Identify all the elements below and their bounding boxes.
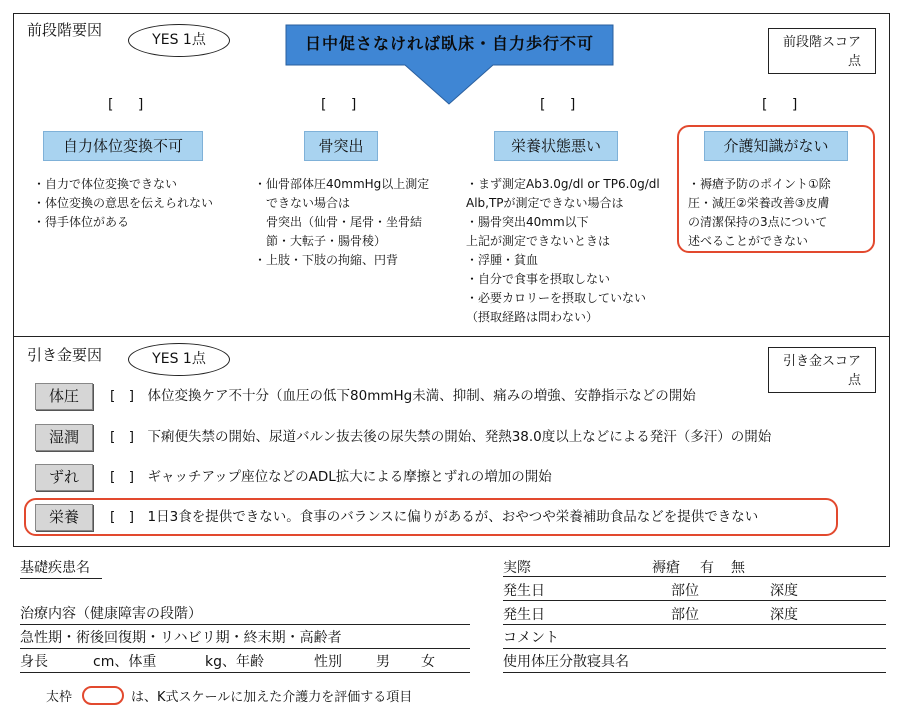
height-label: 身長 [20,654,48,670]
banner-text: 日中促さなければ臥床・自力歩行不可 [304,34,594,53]
onset-date-1-label: 発生日 [503,583,545,599]
desc-line: 節・大転子・腸骨稜） [254,234,387,248]
desc-poor-nutrition [466,175,660,327]
tag-pressure: 体圧 [35,383,93,410]
desc-line: できない場合は [254,196,351,210]
legend-red-frame-swatch [82,686,124,705]
trigger-score-unit: 点 [847,373,861,388]
trigger-moisture-text: [ ] 下痢便失禁の開始、尿道バルン抜去後の尿失禁の開始、発熱38.0度以上などによる発汗（多汗）の開始 [110,429,772,445]
desc-bone-prominence [254,175,429,270]
tag-moisture: 湿潤 [35,424,93,451]
desc-line: の清潔保持の3点について [688,215,828,229]
mattress-underline [503,672,886,673]
factor-poor-nutrition: 栄養状態悪い [494,131,618,161]
pre-score-box [768,28,876,74]
bracket-1[interactable]: [ ] [108,97,154,113]
desc-no-care-knowledge [688,175,831,251]
treatment-underline [20,624,470,625]
desc-line: （摂取経路は問わない） [466,310,599,324]
ulcer-yes-option[interactable]: 有 [700,560,714,576]
desc-line: 圧・減圧②栄養改善③皮膚 [688,196,830,210]
sex-male-option[interactable]: 男 [376,654,390,670]
bracket-2[interactable]: [ ] [321,97,367,113]
actual-underline [503,576,886,577]
trigger-factors-title: 引き金要因 [27,346,103,364]
sex-female-option[interactable]: 女 [421,654,435,670]
bracket-3[interactable]: [ ] [540,97,586,113]
desc-line: 骨突出（仙骨・尾骨・坐骨結 [254,215,423,229]
depth-2-label: 深度 [770,607,798,623]
desc-line: ・得手体位がある [33,215,130,229]
tag-shear: ずれ [35,464,93,491]
desc-line: ・褥瘡予防のポイント①除 [688,177,831,191]
legend-prefix: 太枠 [46,690,73,705]
desc-line: 上記が測定できないときは [466,234,611,248]
comment-label: コメント [503,630,559,646]
ulcer-no-option[interactable]: 無 [731,560,745,576]
pre-yes-oval: YES 1点 [128,24,230,57]
trigger-shear-text: [ ] ギャッチアップ座位などのADL拡大による摩擦とずれの増加の開始 [110,469,552,485]
trigger-pressure-text: [ ] 体位変換ケア不十分（血圧の低下80mmHg未満、抑制、痛みの増強、安静指示などの開始 [110,388,696,404]
desc-line: Alb,TPが測定できない場合は [466,196,624,210]
site-1-label: 部位 [671,583,699,599]
weight-label: cm、体重 [93,654,157,670]
desc-line: ・まず測定Ab3.0g/dl or TP6.0g/dl [466,177,660,191]
trigger-score-label: 引き金スコア [782,354,861,369]
onset-2-underline [503,624,886,625]
desc-line: ・上肢・下肢の拘縮、円背 [254,253,399,267]
section-divider [13,336,890,337]
trigger-yes-oval: YES 1点 [128,343,230,376]
site-2-label: 部位 [671,607,699,623]
bracket-4[interactable]: [ ] [762,97,808,113]
onset-date-2-label: 発生日 [503,607,545,623]
pre-factors-title: 前段階要因 [27,21,103,39]
desc-line: ・体位変換の意思を伝えられない [33,196,214,210]
comment-underline [503,648,886,649]
trigger-nutrition-text: [ ] 1日3食を提供できない。食事のバランスに偏りがあるが、おやつや栄養補助食品などを提供できない [110,509,759,525]
body-info-underline [20,672,470,673]
desc-line: ・浮腫・貧血 [466,253,539,267]
stages-label: 急性期・術後回復期・リハビリ期・終末期・高齢者 [20,630,342,646]
desc-line: ・腸骨突出40mm以下 [466,215,589,229]
desc-line: ・仙骨部体圧40mmHg以上測定 [254,177,430,191]
onset-1-underline [503,600,886,601]
disease-underline [20,578,102,579]
factor-no-care-knowledge: 介護知識がない [704,131,848,161]
depth-1-label: 深度 [770,583,798,599]
desc-line: 述べることができない [688,234,809,248]
treatment-label: 治療内容（健康障害の段階） [20,606,202,622]
stages-underline [20,648,470,649]
ulcer-label: 褥瘡 [652,560,680,576]
desc-line: ・自分で食事を摂取しない [466,272,611,286]
factor-immobility: 自力体位変換不可 [43,131,203,161]
pre-score-unit: 点 [847,54,861,69]
sex-label: 性別 [314,654,342,670]
tag-nutrition: 栄養 [35,504,93,531]
factor-bone-prominence: 骨突出 [304,131,378,161]
mattress-label: 使用体圧分散寝具名 [503,654,629,670]
age-label: kg、年齢 [205,654,264,670]
legend-text: は、K式スケールに加えた介護力を評価する項目 [131,690,413,705]
trigger-score-box [768,347,876,393]
desc-line: ・自力で体位変換できない [33,177,178,191]
desc-immobility [33,175,213,232]
desc-line: ・必要カロリーを摂取していない [466,291,647,305]
pre-score-label: 前段階スコア [782,35,861,50]
disease-label: 基礎疾患名 [20,560,90,576]
actual-label: 実際 [503,560,531,576]
